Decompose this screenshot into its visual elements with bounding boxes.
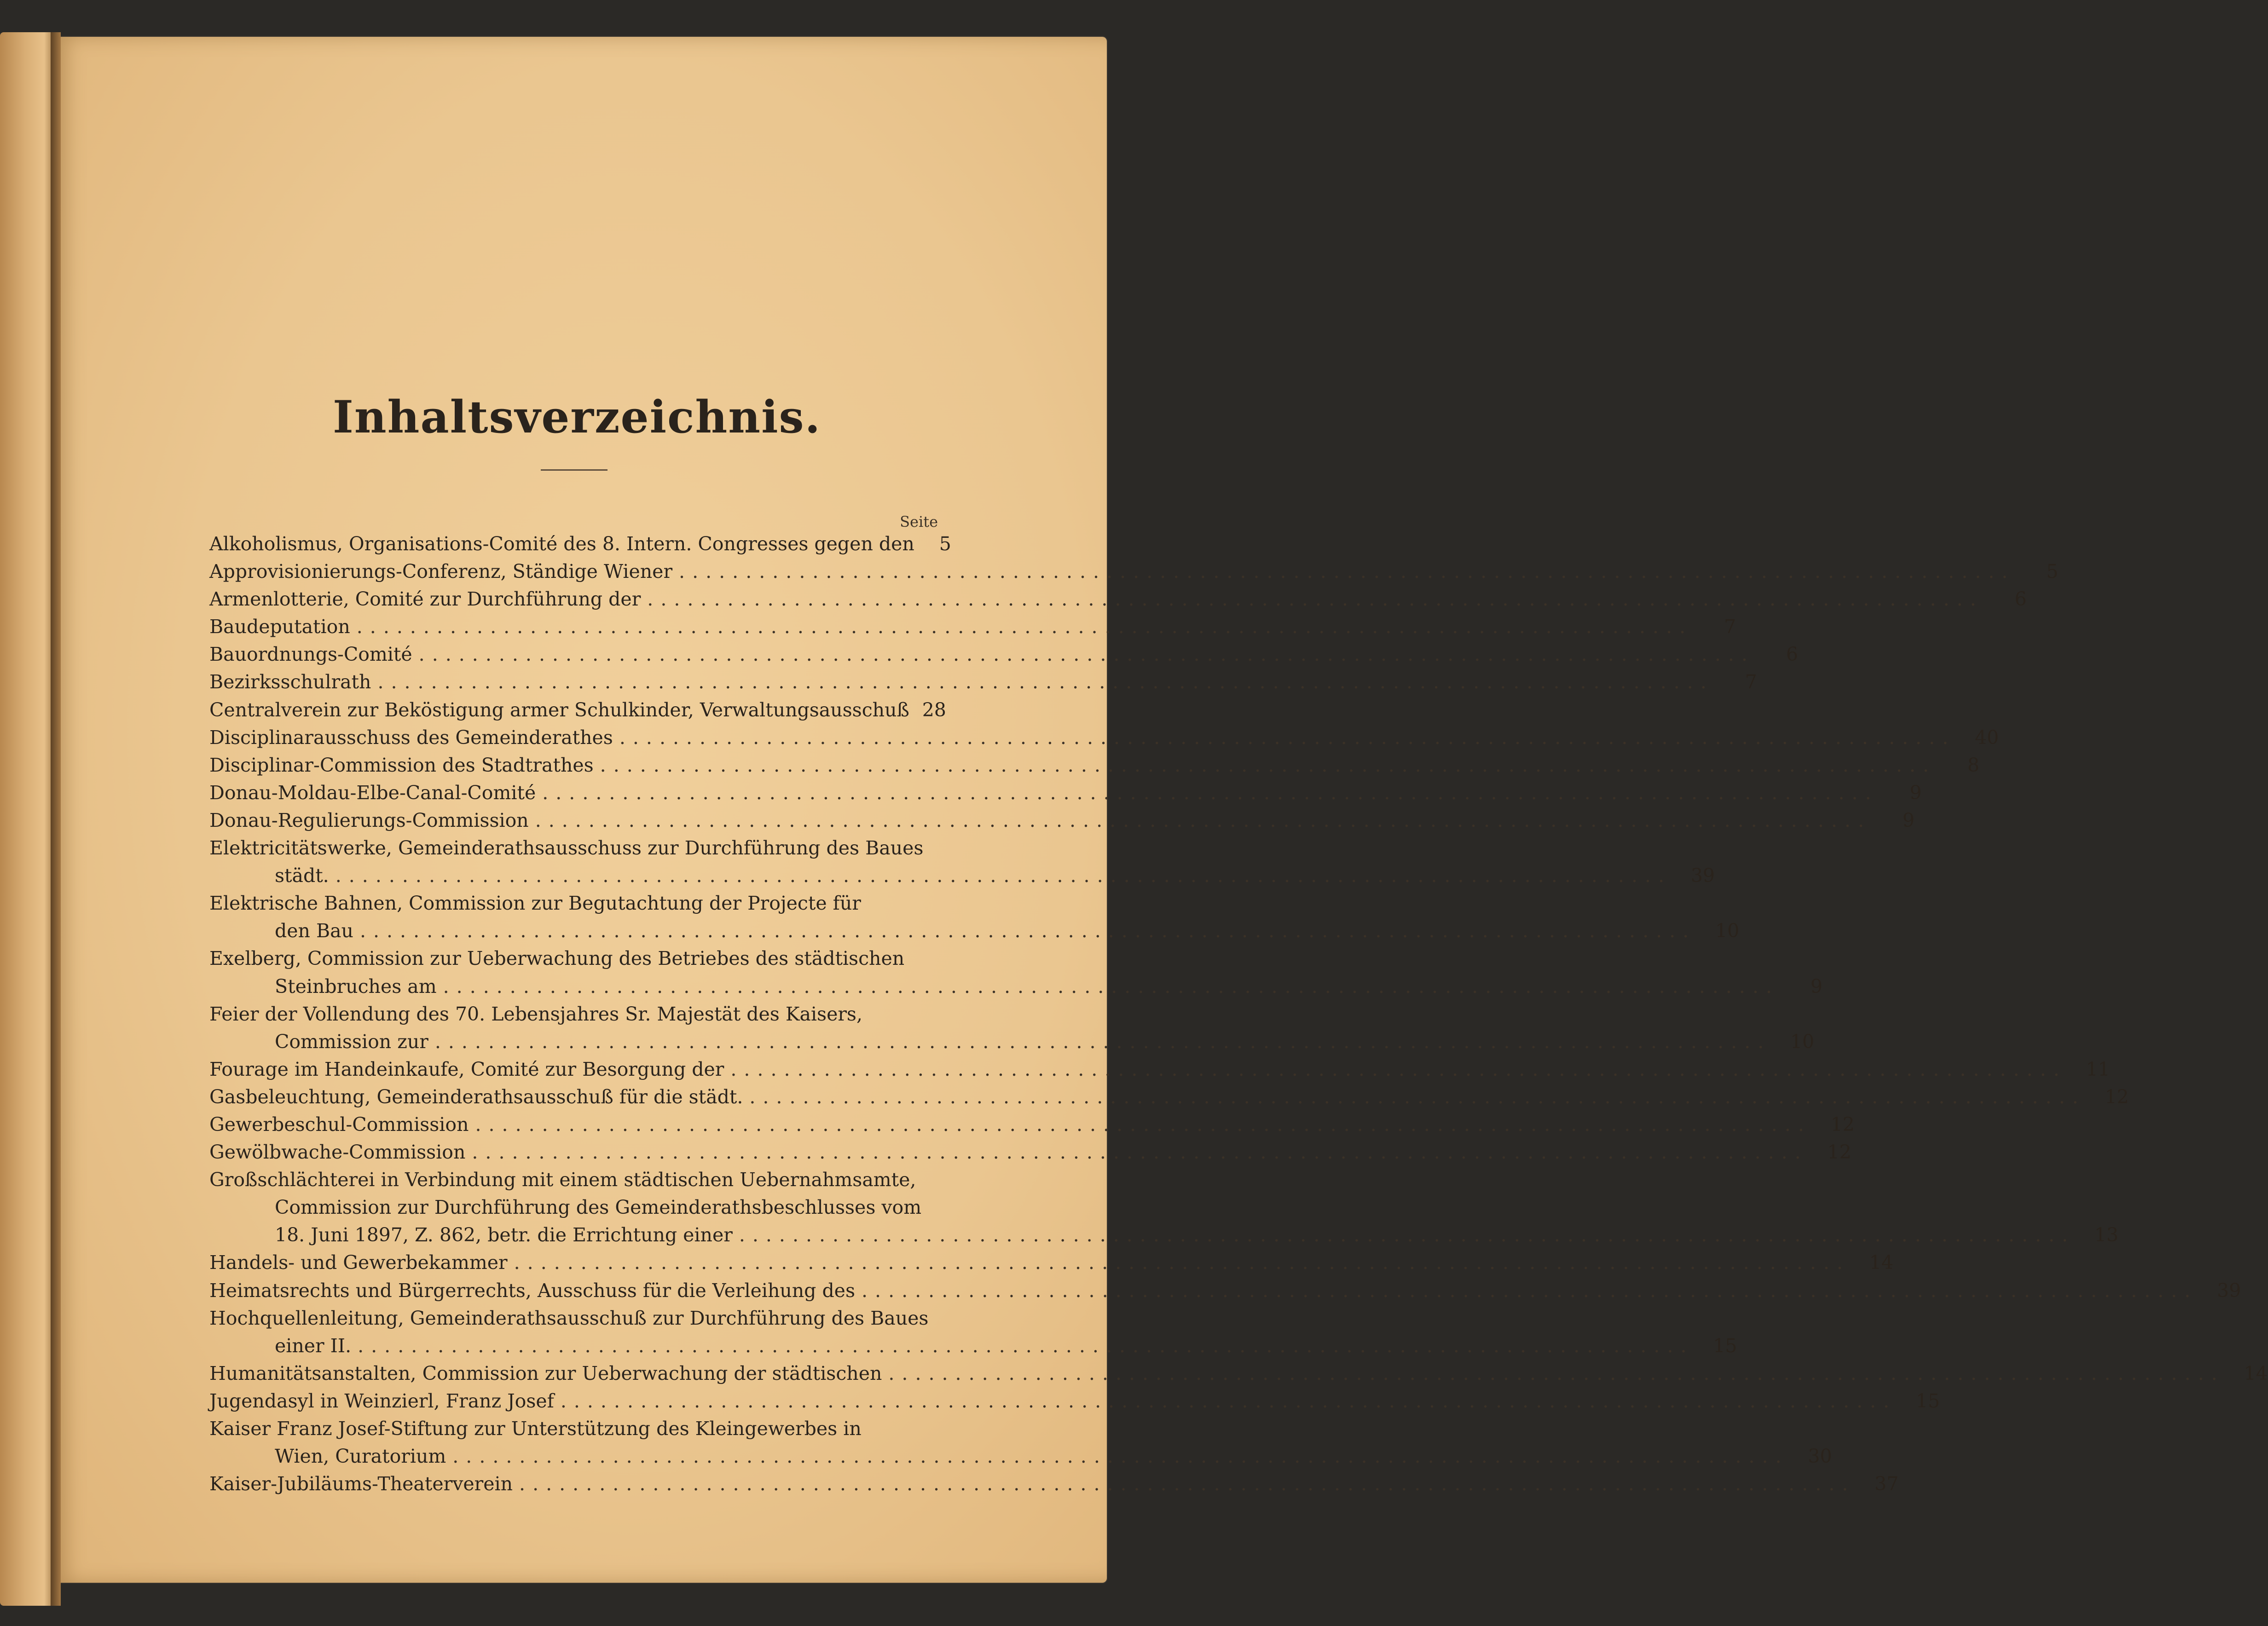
toc-entry-text: Disciplinar-Commission des Stadtrathes <box>209 754 594 776</box>
toc-page-number: 37 <box>1875 1473 1899 1495</box>
toc-page-number: 12 <box>1830 1113 1855 1136</box>
toc-entry-continuation <box>209 973 1822 1000</box>
toc-entry <box>209 1304 938 1332</box>
toc-entry-continuation <box>209 917 1740 945</box>
dot-leader: .................................................................................................... <box>377 671 1714 693</box>
toc-entry-text: Bauordnungs-Comité <box>209 643 412 666</box>
toc-page-number: 6 <box>2014 588 2027 611</box>
toc-entry-text: Fourage im Handeinkaufe, Comité zur Besorgung der <box>209 1058 724 1080</box>
toc-entry <box>209 585 2027 613</box>
toc-entry-text: Heimatsrechts und Bürgerrechts, Ausschuss für die Verleihung des <box>209 1279 855 1302</box>
toc-entry-text: Commission zur Durchführung des Gemeinderathsbeschlusses vom <box>275 1196 922 1219</box>
toc-entry-text: Kaiser-Jubiläums-Theaterverein <box>209 1473 513 1495</box>
dot-leader: .................................................................................................... <box>619 726 1956 749</box>
toc-entry-text: Gewerbeschul-Commission <box>209 1113 469 1136</box>
toc-entry <box>209 1415 938 1442</box>
toc-page-number: 28 <box>922 698 946 721</box>
dot-leader: .................................................................................................... <box>600 754 1936 776</box>
dot-leader: .................................................................................................... <box>739 1224 2076 1246</box>
toc-entry-continuation <box>209 1221 2119 1249</box>
toc-entry-text: Großschlächterei in Verbindung mit einem städtischen Uebernahmsamte, <box>209 1169 916 1191</box>
toc-entry-text: Steinbruches am <box>275 975 437 998</box>
toc-entry-text: Alkoholismus, Organisations-Comité des 8. Intern. Congresses gegen den <box>209 533 914 555</box>
toc-entry <box>209 1360 2268 1387</box>
toc-page-number: 12 <box>1827 1141 1851 1164</box>
page-column-header: Seite <box>900 513 938 530</box>
toc-entry-text: 18. Juni 1897, Z. 862, betr. die Errichtung einer <box>275 1224 733 1246</box>
dot-leader: .................................................................................................... <box>475 1113 1811 1136</box>
toc-entry <box>209 1470 1899 1498</box>
toc-entry-text: Elektricitätswerke, Gemeinderathsausschuss zur Durchführung des Baues <box>209 837 924 859</box>
toc-entry-text: Approvisionierungs-Conferenz, Ständige Wiener <box>209 560 673 583</box>
toc-entry <box>209 1111 1855 1138</box>
toc-entry-text: Jugendasyl in Weinzierl, Franz Josef <box>209 1390 554 1412</box>
dot-leader: .................................................................................................... <box>888 1362 2225 1384</box>
toc-entry <box>209 751 1979 779</box>
toc-page-number: 14 <box>1869 1251 1893 1274</box>
toc-page-number: 7 <box>1745 671 1757 693</box>
toc-page-number: 39 <box>2217 1279 2241 1302</box>
toc-entry-text: Gasbeleuchtung, Gemeinderathsausschuß für die städt. <box>209 1085 743 1108</box>
toc-entry-continuation <box>209 1442 1832 1470</box>
toc-page-number: 39 <box>1690 865 1715 887</box>
dot-leader: .................................................................................................... <box>356 616 1693 638</box>
toc-entry-text: Wien, Curatorium <box>275 1445 446 1468</box>
dot-leader: .................................................................................................... <box>519 1473 1856 1495</box>
toc-entry-text: einer II. <box>275 1334 352 1357</box>
dot-leader: .................................................................................................... <box>679 560 2015 583</box>
toc-page-number: 30 <box>1808 1445 1832 1468</box>
toc-entry-text: Centralverein zur Beköstigung armer Schulkinder, Verwaltungsausschuß <box>209 698 909 721</box>
toc-entry-text: Commission zur <box>275 1030 428 1053</box>
dot-leader: .................................................................................................... <box>514 1251 1850 1274</box>
toc-entry-text: Donau-Moldau-Elbe-Canal-Comité <box>209 781 536 804</box>
book-gutter <box>51 32 61 1606</box>
toc-page-number: 14 <box>2244 1362 2268 1384</box>
toc-page-number: 5 <box>939 533 951 555</box>
toc-entry <box>209 1387 1940 1415</box>
dot-leader: .................................................................................................... <box>560 1390 1897 1412</box>
toc-entry-text: Baudeputation <box>209 616 350 638</box>
dot-leader: .................................................................................................... <box>335 865 1672 887</box>
dot-leader: .................................................................................................... <box>358 1334 1694 1357</box>
toc-entry-text: Gewölbwache-Commission <box>209 1141 466 1164</box>
dot-leader: .................................................................................................... <box>452 1445 1789 1468</box>
dot-leader: .................................................................................................... <box>535 809 1871 831</box>
toc-entry <box>209 834 938 862</box>
toc-page-number: 7 <box>1724 616 1736 638</box>
toc-entry-text: Bezirksschulrath <box>209 671 371 693</box>
toc-page-number: 9 <box>1909 781 1922 804</box>
toc-entry-continuation <box>209 1028 1815 1055</box>
table-of-contents <box>209 530 2268 1498</box>
toc-entry-text: Disciplinarausschuss des Gemeinderathes <box>209 726 613 749</box>
toc-page-number: 13 <box>2094 1224 2119 1246</box>
toc-entry-text: Handels- und Gewerbekammer <box>209 1251 508 1274</box>
toc-entry <box>209 807 1915 834</box>
toc-entry <box>209 558 2059 585</box>
toc-entry <box>209 1277 2241 1304</box>
toc-page-number: 9 <box>1810 975 1822 998</box>
toc-entry <box>209 945 938 972</box>
toc-entry-text: Feier der Vollendung des 70. Lebensjahres Sr. Majestät des Kaisers, <box>209 1003 863 1025</box>
toc-entry-text: Hochquellenleitung, Gemeinderathsausschuß zur Durchführung des Baues <box>209 1307 929 1329</box>
left-page-edge <box>0 32 55 1606</box>
toc-page-number: 10 <box>1715 920 1740 942</box>
toc-entry <box>209 668 1757 696</box>
dot-leader: .................................................................................................... <box>359 920 1696 942</box>
toc-entry <box>209 530 951 558</box>
toc-page-number: 8 <box>1967 754 1979 776</box>
dot-leader: .................................................................................................... <box>434 1030 1771 1053</box>
toc-page-number: 15 <box>1915 1390 1940 1412</box>
page-title: Inhaltsverzeichnis. <box>332 391 822 443</box>
dot-leader: .................................................................................................... <box>730 1058 2067 1080</box>
toc-entry-text: Kaiser Franz Josef-Stiftung zur Unterstützung des Kleingewerbes in <box>209 1418 862 1440</box>
toc-page-number: 11 <box>2086 1058 2110 1080</box>
dot-leader: .................................................................................................... <box>542 781 1879 804</box>
toc-entry-continuation <box>209 1194 938 1221</box>
dot-leader: .................................................................................................... <box>472 1141 1808 1164</box>
toc-entry-text: Elektrische Bahnen, Commission zur Begutachtung der Projecte für <box>209 892 861 915</box>
toc-entry <box>209 613 1736 640</box>
title-divider <box>541 469 608 471</box>
dot-leader: .................................................................................................... <box>418 643 1755 666</box>
toc-entry-text: Exelberg, Commission zur Ueberwachung des Betriebes des städtischen <box>209 947 905 970</box>
toc-entry <box>209 1083 2129 1111</box>
toc-entry <box>209 779 1922 807</box>
toc-entry <box>209 1138 1851 1166</box>
toc-entry <box>209 889 938 917</box>
toc-entry <box>209 1249 1893 1276</box>
toc-entry <box>209 724 1999 751</box>
toc-page-number: 9 <box>1902 809 1915 831</box>
toc-page-number: 5 <box>2046 560 2059 583</box>
toc-page-number: 12 <box>2105 1085 2129 1108</box>
toc-entry-continuation <box>209 862 1715 889</box>
dot-leader: .................................................................................................... <box>443 975 1779 998</box>
toc-entry-text: Armenlotterie, Comité zur Durchführung der <box>209 588 641 611</box>
toc-page-number: 10 <box>1790 1030 1815 1053</box>
dot-leader: .................................................................................................... <box>749 1085 2086 1108</box>
toc-entry-text: Donau-Regulierungs-Commission <box>209 809 529 831</box>
toc-entry <box>209 640 1798 668</box>
toc-entry <box>209 1166 938 1194</box>
toc-page-number: 6 <box>1786 643 1798 666</box>
toc-page-number: 40 <box>1974 726 1999 749</box>
toc-entry-text: städt. <box>275 865 329 887</box>
toc-entry-continuation <box>209 1332 1737 1360</box>
toc-entry-text: Humanitätsanstalten, Commission zur Ueberwachung der städtischen <box>209 1362 882 1384</box>
dot-leader: .................................................................................................... <box>647 588 1984 611</box>
toc-entry <box>209 696 946 724</box>
toc-page-number: 15 <box>1713 1334 1737 1357</box>
toc-entry <box>209 1000 938 1028</box>
toc-entry-text: den Bau <box>275 920 353 942</box>
toc-entry <box>209 1055 2110 1083</box>
dot-leader: .................................................................................................... <box>862 1279 2198 1302</box>
